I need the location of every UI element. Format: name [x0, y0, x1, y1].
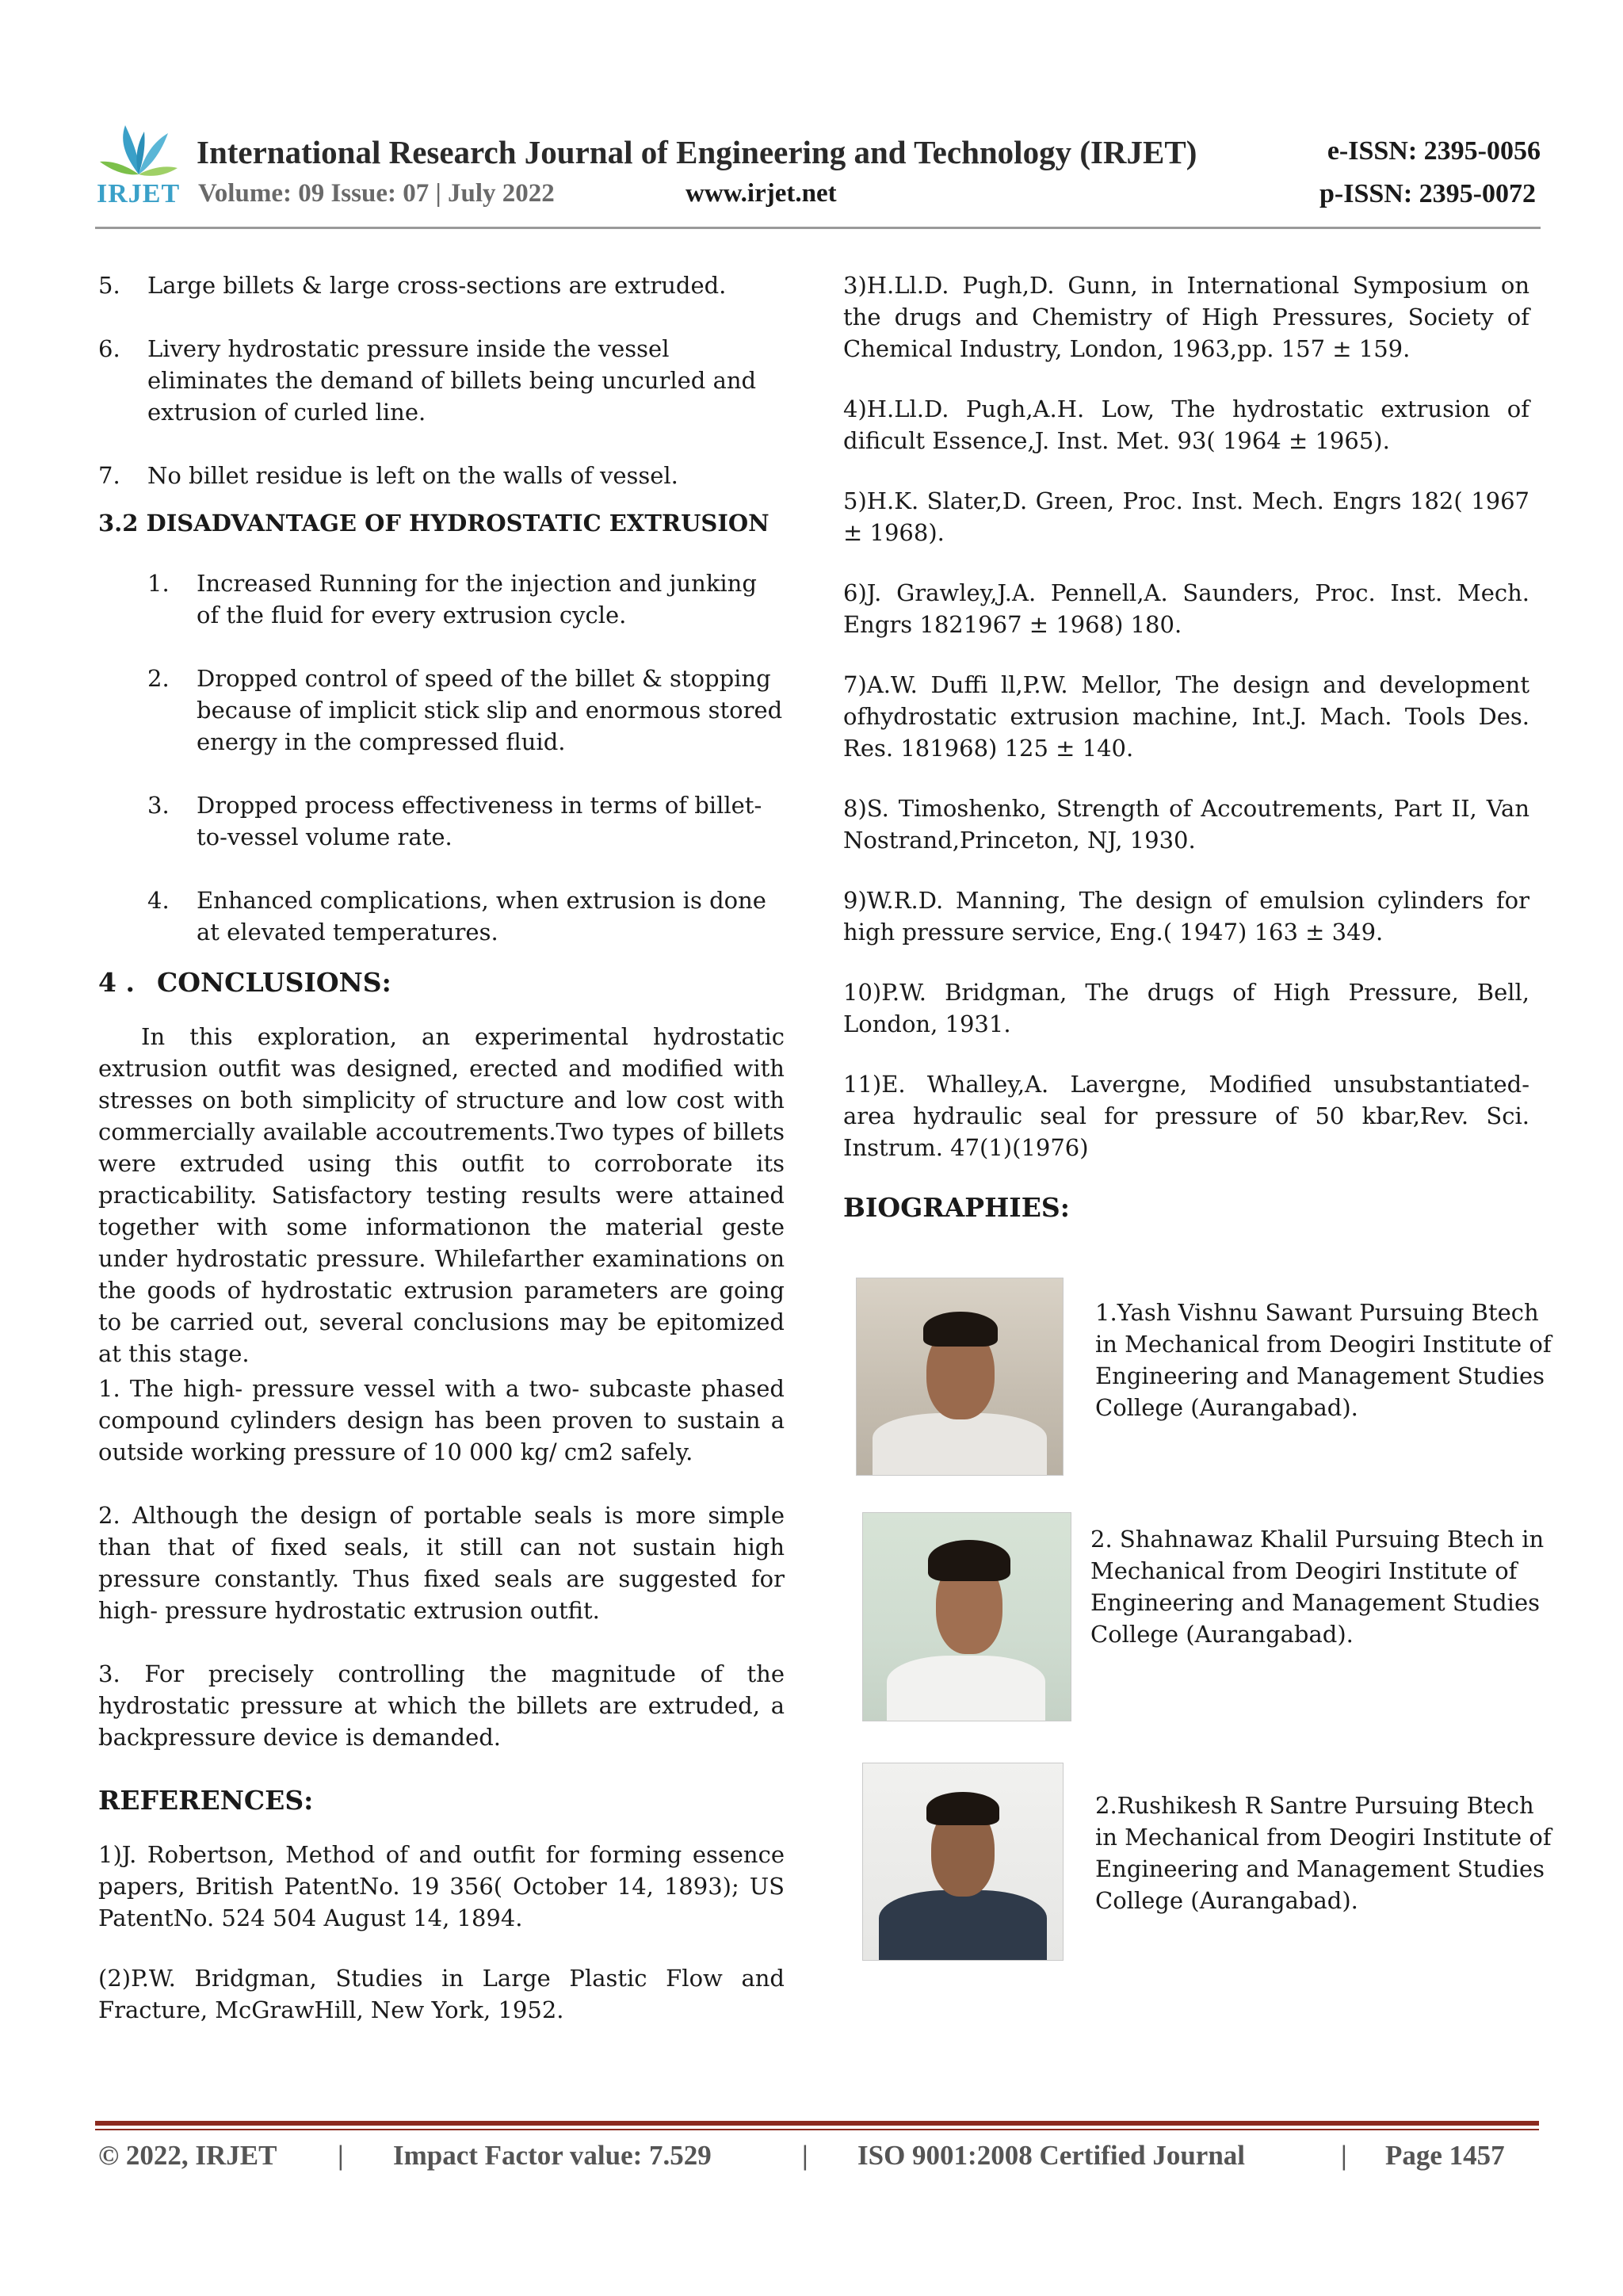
footer-copyright: © 2022, IRJET: [98, 2140, 277, 2171]
list-item: 4. Enhanced complications, when extrusion is done at elevated temperatures.: [147, 887, 766, 946]
footer-separator: |: [802, 2140, 808, 2171]
footer-iso-certification: ISO 9001:2008 Certified Journal: [857, 2140, 1246, 2171]
footer-rule-thick: [95, 2121, 1539, 2126]
footer-separator: |: [1341, 2140, 1347, 2171]
biography-1: [848, 1278, 1561, 1492]
conclusion-point-2: 2. Although the design of portable seals is more simple than that of fixed seals, it still can not sustain high pressure constantly. Thus fixed seals are suggested for high- pressure hydrostatic extrusion outfit.: [98, 1502, 785, 1624]
list-item: 5. Large billets & large cross-sections are extruded.: [98, 272, 727, 299]
disadvantages-list: [147, 567, 785, 948]
conclusion-point-1: 1. The high- pressure vessel with a two- subcaste phased compound cylinders design has been proven to sustain a outside working pressure of 10 000 kg/ cm2 safely.: [98, 1375, 785, 1465]
section-heading-disadvantage: 3.2 DISADVANTAGE OF HYDROSTATIC EXTRUSION: [98, 510, 769, 537]
footer-rule-thin: [95, 2129, 1539, 2130]
journal-header: [95, 119, 1541, 230]
reference-item: 11)E. Whalley,A. Lavergne, Modified unsubstantiated- area hydraulic seal for pressure of 50 kbar,Rev. Sci. Instrum. 47(1)(1976): [843, 1071, 1529, 1161]
author-photo-1: [856, 1278, 1064, 1476]
reference-item: 7)A.W. Duffi ll,P.W. Mellor, The design and development ofhydrostatic extrusion machine, Int.J. Mach. Tools Des. Res. 181968) 125 ± 140.: [843, 671, 1529, 762]
footer-impact-factor: Impact Factor value: 7.529: [393, 2140, 712, 2171]
reference-item: 10)P.W. Bridgman, The drugs of High Pressure, Bell, London, 1931.: [843, 979, 1529, 1037]
reference-item: 8)S. Timoshenko, Strength of Accoutrements, Part II, Van Nostrand,Princeton, NJ, 1930.: [843, 795, 1529, 854]
reference-item: (2)P.W. Bridgman, Studies in Large Plastic Flow and Fracture, McGrawHill, New York, 1952.: [98, 1965, 785, 2023]
biography-text-3: 2.Rushikesh R Santre Pursuing Btech in Mechanical from Deogiri Institute of Engineering and Management Studies College (Aurangabad).: [1095, 1792, 1552, 1914]
header-divider: [95, 227, 1541, 229]
list-item: 2. Dropped control of speed of the billet & stopping because of implicit stick slip and enormous stored energy in the compressed fluid.: [147, 665, 783, 755]
left-column: [98, 269, 785, 2054]
list-item: 3. Dropped process effectiveness in terms of billet- to-vessel volume rate.: [147, 792, 762, 850]
footer-separator: |: [338, 2140, 344, 2171]
list-item: 1. Increased Running for the injection and junking of the fluid for every extrusion cycle.: [147, 570, 757, 628]
reference-item: 3)H.Ll.D. Pugh,D. Gunn, in International Symposium on the drugs and Chemistry of High Pressures, Society of Chemical Industry, London, 1963,pp. 157 ± 159.: [843, 272, 1529, 362]
reference-item: 4)H.Ll.D. Pugh,A.H. Low, The hydrostatic extrusion of dificult Essence,J. Inst. Met. 93( 1964 ± 1965).: [843, 395, 1529, 454]
logo-text: IRJET: [97, 179, 181, 208]
biography-3: [848, 1763, 1561, 1977]
conclusions-paragraph: In this exploration, an experimental hydrostatic extrusion outfit was designed, erected and modified with stresses on both simplicity of structure and low cost with commercially available accoutrements.Two types of billets were extruded using this outfit to corroborate its practicability. Satisfactory testing results were attained together with some informationon the material geste under hydrostatic pressure. Whilefarther examinations on the goods of hydrostatic extrusion parameters are going to be carried out, several conclusions may be epitomized at this stage.: [98, 1023, 785, 1367]
section-heading-references: REFERENCES:: [98, 1785, 314, 1816]
reference-item: 5)H.K. Slater,D. Green, Proc. Inst. Mech. Engrs 182( 1967 ± 1968).: [843, 487, 1529, 546]
eissn: e-ISSN: 2395-0056: [1327, 136, 1541, 166]
conclusion-point-3: 3. For precisely controlling the magnitude of the hydrostatic pressure at which the billets are extruded, a backpressure device is demanded.: [98, 1660, 785, 1751]
biography-2: [848, 1512, 1561, 1726]
journal-website-link[interactable]: www.irjet.net: [685, 179, 837, 208]
biography-text-2: 2. Shahnawaz Khalil Pursuing Btech in Mechanical from Deogiri Institute of Engineering and Management Studies College (Aurangabad).: [1090, 1526, 1545, 1648]
author-photo-2: [862, 1512, 1071, 1721]
footer-page-number: Page 1457: [1385, 2140, 1505, 2171]
volume-issue: Volume: 09 Issue: 07 | July 2022: [198, 179, 555, 208]
author-photo-3: [862, 1763, 1064, 1961]
list-item: 7. No billet residue is left on the walls of vessel.: [98, 462, 678, 489]
reference-item: 9)W.R.D. Manning, The design of emulsion cylinders for high pressure service, Eng.( 1947) 163 ± 349.: [843, 887, 1529, 946]
biography-text-1: 1.Yash Vishnu Sawant Pursuing Btech in Mechanical from Deogiri Institute of Engineering and Management Studies College (Aurangabad).: [1095, 1299, 1552, 1421]
right-column: [843, 269, 1529, 1246]
reference-item: 6)J. Grawley,J.A. Pennell,A. Saunders, Proc. Inst. Mech. Engrs 1821967 ± 1968) 180.: [843, 579, 1529, 638]
journal-title: International Research Journal of Engineering and Technology (IRJET): [197, 134, 1197, 170]
section-heading-conclusions: 4 . CONCLUSIONS:: [98, 967, 391, 998]
reference-item: 1)J. Robertson, Method of and outfit for forming essence papers, British PatentNo. 19 356( October 14, 1893); US PatentNo. 524 504 August 14, 1894.: [98, 1841, 785, 1931]
list-item: 6. Livery hydrostatic pressure inside the vessel eliminates the demand of billets being uncurled and extrusion of curled line.: [98, 335, 757, 426]
advantages-list: [98, 269, 785, 491]
section-heading-biographies: BIOGRAPHIES:: [843, 1192, 1070, 1223]
pissn: p-ISSN: 2395-0072: [1319, 179, 1536, 208]
